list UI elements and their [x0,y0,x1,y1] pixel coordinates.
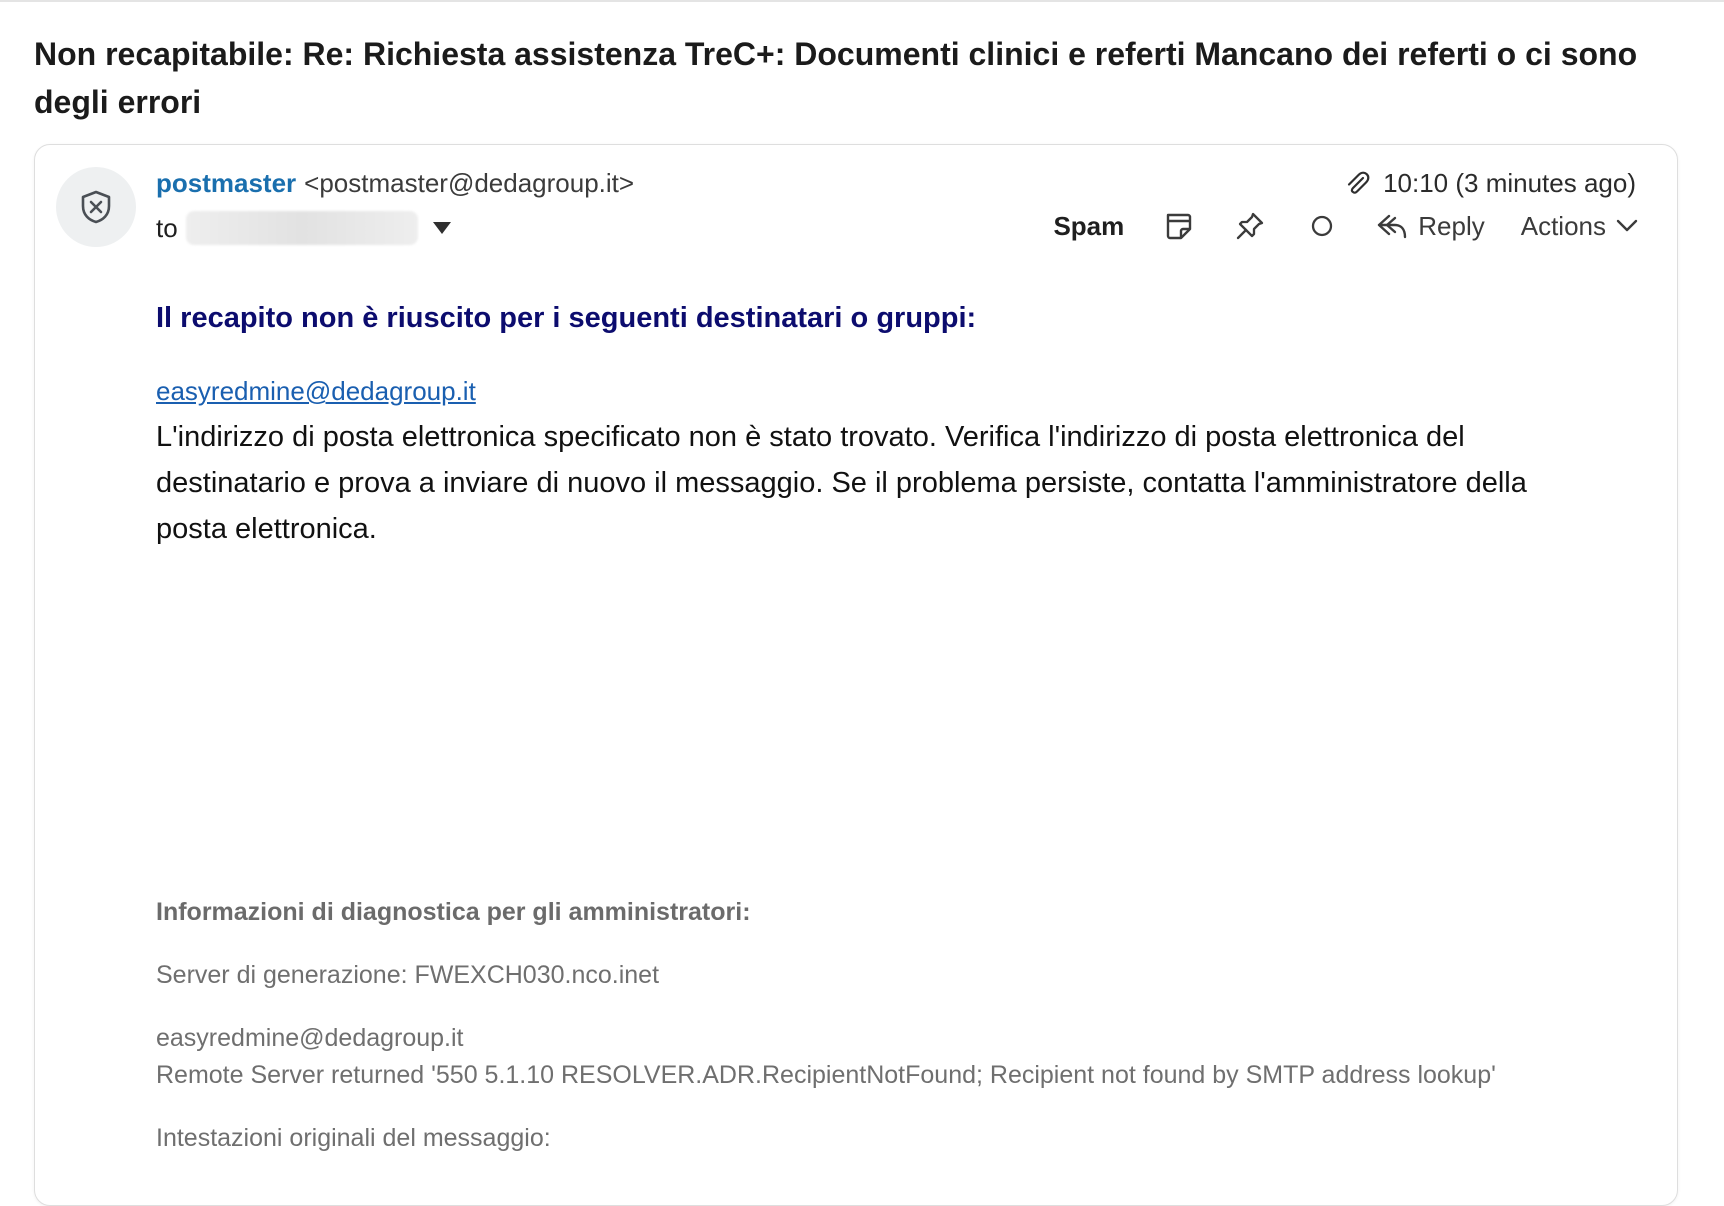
recipient-redacted [186,211,418,245]
attachment-icon [1343,170,1371,198]
generating-server: Server di generazione: FWEXCH030.nco.inet [156,961,660,989]
chevron-down-icon [1616,219,1638,233]
actions-label: Actions [1520,210,1606,241]
to-label: to [156,212,178,243]
reply-button[interactable] [1376,211,1484,242]
message-subject: Non recapitabile: Re: Richiesta assistenza TreC+: Documenti clinici e referti Mancano dei referti o ci sono degli errori [34,36,1638,120]
remote-server-response: Remote Server returned '550 5.1.10 RESOLVER.ADR.RecipientNotFound; Recipient not found by SMTP address lookup' [156,1061,1496,1089]
sender-address: <postmaster@dedagroup.it> [304,168,635,198]
circle-icon [1309,213,1335,239]
timestamp-text: 10:10 (3 minutes ago) [1383,168,1636,198]
top-divider [0,0,1724,2]
mark-read-button[interactable] [1304,208,1340,244]
reply-label: Reply [1418,210,1485,241]
sender-name[interactable]: postmaster [156,168,297,198]
error-explanation: L'indirizzo di posta elettronica specificato non è stato trovato. Verifica l'indirizzo di posta elettronica del destinatario e prova a inviare di nuovo il messaggio. Se il problema persiste, contatta l'amministratore della posta elettronica. [156,421,1527,545]
original-headers-label: Intestazioni originali del messaggio: [156,1124,551,1152]
note-button[interactable] [1160,208,1196,244]
diagnostics-title: Informazioni di diagnostica per gli amministratori: [156,898,751,926]
message-timestamp [1343,168,1636,199]
sticky-note-icon [1162,210,1194,242]
shield-x-icon [79,189,113,225]
spam-button[interactable]: Spam [1053,210,1125,241]
diagnostics-recipient: easyredmine@dedagroup.it [156,1024,464,1052]
message-toolbar [1053,208,1638,244]
pin-button[interactable] [1232,208,1268,244]
pin-icon [1234,210,1266,242]
recipients-expand-button[interactable] [432,221,452,235]
sender-avatar[interactable] [56,167,136,247]
failed-recipient-link[interactable]: easyredmine@dedagroup.it [156,376,476,406]
recipients-line [156,211,452,245]
reply-icon [1376,212,1408,240]
caret-down-icon [432,221,452,235]
sender-line [156,168,634,199]
actions-menu-button[interactable] [1521,211,1638,242]
delivery-failed-headline: Il recapito non è riuscito per i seguenti destinatari o gruppi: [156,302,977,334]
